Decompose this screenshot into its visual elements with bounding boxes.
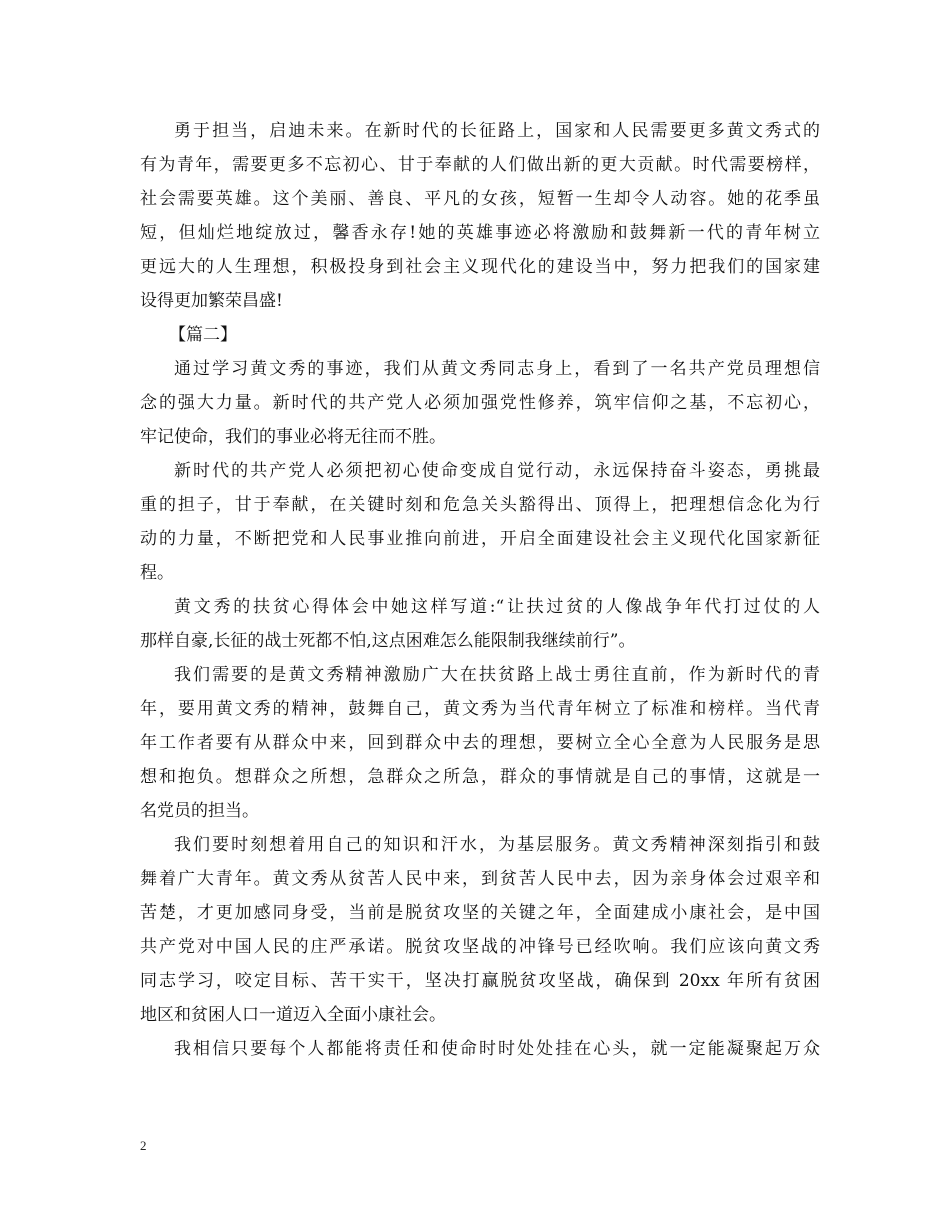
text-line: 同志学习，咬定目标、苦干实干，坚决打赢脱贫攻坚战，确保到 20xx 年所有贫困 (140, 971, 820, 991)
document-body (140, 114, 820, 1066)
paragraph (140, 352, 820, 454)
text-line: 年工作者要有从群众中来，回到群众中去的理想，要树立全心全意为人民服务是思 (140, 733, 820, 753)
paragraph (140, 828, 820, 1032)
text-line: 地区和贫困人口一道迈入全面小康社会。 (140, 1005, 446, 1025)
text-line: 动的力量，不断把党和人民事业推向前进，开启全面建设社会主义现代化国家新征 (140, 529, 820, 549)
text-line: 那样自豪,长征的战士死都不怕,这点困难怎么能限制我继续前行”。 (140, 631, 636, 651)
text-line: 苦楚，才更加感同身受，当前是脱贫攻坚的关键之年，全面建成小康社会，是中国 (140, 903, 820, 923)
text-line: 设得更加繁荣昌盛! (140, 291, 283, 311)
text-line: 程。 (140, 563, 174, 583)
paragraph (140, 590, 820, 658)
page-number: 2 (140, 1138, 147, 1153)
paragraph (140, 454, 820, 590)
text-line: 黄文秀的扶贫心得体会中她这样写道:“让扶过贫的人像战争年代打过仗的人 (174, 597, 820, 617)
text-line: 有为青年，需要更多不忘初心、甘于奉献的人们做出新的更大贡献。时代需要榜样， (140, 155, 820, 175)
text-line: 新时代的共产党人必须把初心使命变成自觉行动，永远保持奋斗姿态，勇挑最 (174, 461, 820, 481)
section-heading (140, 318, 820, 352)
text-line: 舞着广大青年。黄文秀从贫苦人民中来，到贫苦人民中去，因为亲身体会过艰辛和 (140, 869, 820, 889)
text-line: 勇于担当，启迪未来。在新时代的长征路上，国家和人民需要更多黄文秀式的 (174, 121, 820, 141)
paragraph (140, 114, 820, 318)
text-line: 我相信只要每个人都能将责任和使命时时处处挂在心头，就一定能凝聚起万众 (174, 1039, 820, 1059)
text-line: 重的担子，甘于奉献，在关键时刻和危急关头豁得出、顶得上，把理想信念化为行 (140, 495, 820, 515)
text-line: 念的强大力量。新时代的共产党人必须加强党性修养，筑牢信仰之基，不忘初心， (140, 393, 820, 413)
section-heading-text: 【篇二】 (169, 325, 237, 345)
text-line: 更远大的人生理想，积极投身到社会主义现代化的建设当中，努力把我们的国家建 (140, 257, 820, 277)
paragraph (140, 658, 820, 828)
text-line: 短，但灿烂地绽放过，馨香永存!她的英雄事迹必将激励和鼓舞新一代的青年树立 (140, 223, 820, 243)
text-line: 共产党对中国人民的庄严承诺。脱贫攻坚战的冲锋号已经吹响。我们应该向黄文秀 (140, 937, 820, 957)
text-line: 名党员的担当。 (140, 801, 259, 821)
text-line: 想和抱负。想群众之所想，急群众之所急，群众的事情就是自己的事情，这就是一 (140, 767, 820, 787)
paragraph (140, 1032, 820, 1066)
text-line: 社会需要英雄。这个美丽、善良、平凡的女孩，短暂一生却令人动容。她的花季虽 (140, 189, 820, 209)
text-line: 我们要时刻想着用自己的知识和汗水，为基层服务。黄文秀精神深刻指引和鼓 (174, 835, 820, 855)
text-line: 我们需要的是黄文秀精神激励广大在扶贫路上战士勇往直前，作为新时代的青 (174, 665, 820, 685)
text-line: 年，要用黄文秀的精神，鼓舞自己，黄文秀为当代青年树立了标准和榜样。当代青 (140, 699, 820, 719)
text-line: 通过学习黄文秀的事迹，我们从黄文秀同志身上，看到了一名共产党员理想信 (174, 359, 820, 379)
text-line: 牢记使命，我们的事业必将无往而不胜。 (140, 427, 446, 447)
